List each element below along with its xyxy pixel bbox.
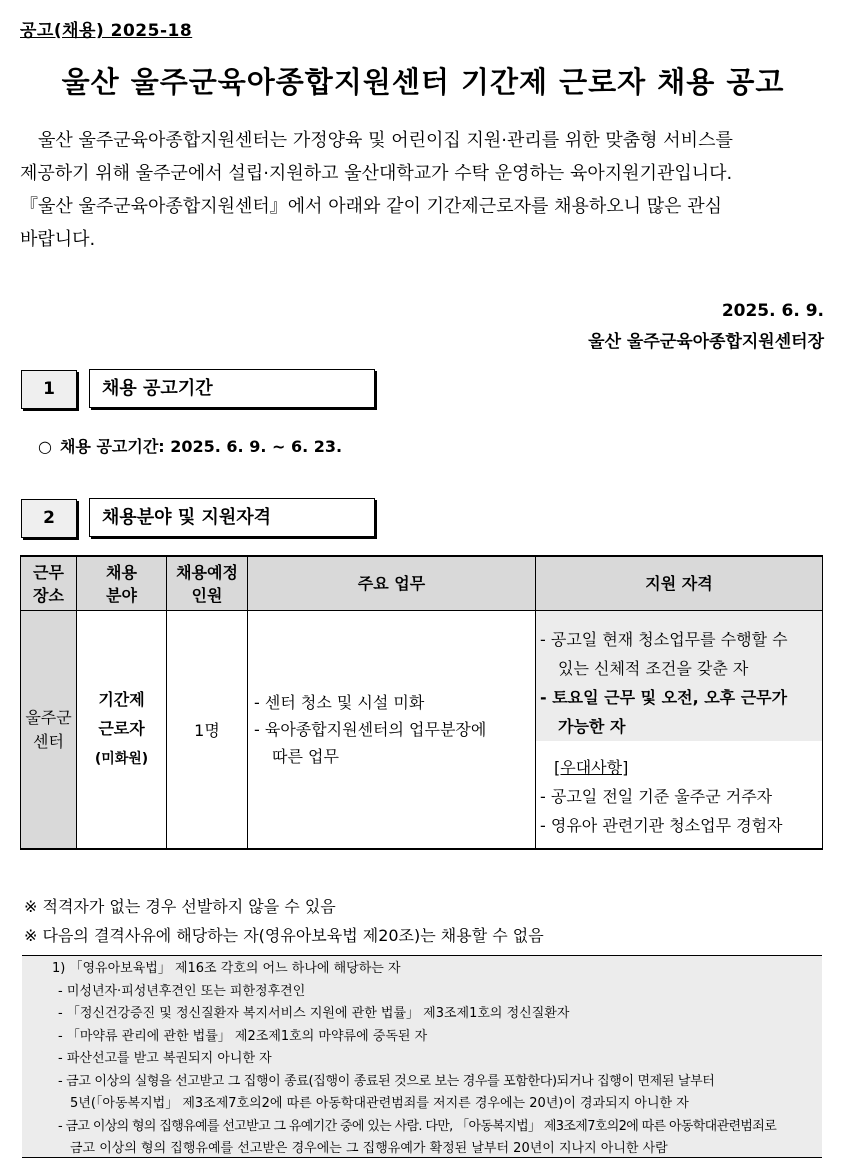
disqualification-box xyxy=(22,955,822,1158)
signature-block xyxy=(588,296,824,358)
header-field: 채용 분야 xyxy=(77,556,167,611)
circle-bullet-icon: ○ xyxy=(38,437,52,456)
section-2-number: 2 xyxy=(21,499,77,538)
notice-number: 공고(채용) 2025-18 xyxy=(20,21,193,41)
preference-list: [우대사항] - 공고일 전일 기준 울주군 거주자 - 영유아 관련기관 청소업무 경험자 xyxy=(536,741,822,848)
note-item: ※ 적격자가 없는 경우 선발하지 않을 수 있음 xyxy=(24,897,336,916)
note-item: ※ 다음의 결격사유에 해당하는 자(영유아보육법 제20조)는 채용할 수 없음 xyxy=(24,926,544,945)
intro-paragraph xyxy=(20,124,824,256)
cell-location: 울주군 센터 xyxy=(21,611,77,850)
notice-date: 2025. 6. 9. xyxy=(721,301,824,321)
header-duties: 주요 업무 xyxy=(248,556,536,611)
grounds-item: - 「마약류 관리에 관한 법률」 제2조제1호의 마약류에 중독된 자 xyxy=(58,1028,428,1044)
recruitment-period xyxy=(38,434,342,457)
recruitment-table xyxy=(20,555,823,850)
header-qualifications: 지원 자격 xyxy=(536,556,823,611)
section-2-title: 채용분야 및 지원자격 xyxy=(89,498,375,537)
section-1-title: 채용 공고기간 xyxy=(89,369,375,408)
cell-field: 기간제 근로자 (미화원) xyxy=(77,611,167,850)
preference-title: [우대사항] xyxy=(554,758,629,777)
grounds-item: - 금고 이상의 실형을 선고받고 그 집행이 종료(집행이 종료된 것으로 보는 경우를 포함한다)되거나 집행이 면제된 날부터 xyxy=(58,1073,715,1089)
grounds-heading: 1) 「영유아보육법」 제16조 각호의 어느 하나에 해당하는 자 xyxy=(52,961,401,976)
cell-count: 1명 xyxy=(167,611,248,850)
cell-duties: - 센터 청소 및 시설 미화 - 육아종합지원센터의 업무분장에 따른 업무 xyxy=(248,611,536,850)
cell-qualifications xyxy=(536,611,823,850)
grounds-item: 금고 이상의 형의 집행유예를 선고받은 경우에는 그 집행유예가 확정된 날부터 20년이 지나지 아니한 사람 xyxy=(70,1141,668,1156)
section-1-number: 1 xyxy=(21,370,77,409)
page-title: 울산 울주군육아종합지원센터 기간제 근로자 채용 공고 xyxy=(61,65,785,99)
grounds-item: - 금고 이상의 형의 집행유예를 선고받고 그 유예기간 중에 있는 사람. 다만, 「아동복지법」 제3조제7호의2에 따른 아동학대관련범죄로 xyxy=(58,1118,777,1134)
qualification-list: - 공고일 현재 청소업무를 수행할 수 있는 신체적 조건을 갖춘 자 - 토요일 근무 및 오전, 오후 근무가 가능한 자 xyxy=(536,611,822,741)
notes xyxy=(24,892,544,950)
intro-line: 바랍니다. xyxy=(20,229,96,250)
period-text: 채용 공고기간: 2025. 6. 9. ~ 6. 23. xyxy=(59,437,343,456)
grounds-item: - 미성년자·피성년후견인 또는 피한정후견인 xyxy=(58,983,306,999)
intro-line: 제공하기 위해 울주군에서 설립·지원하고 울산대학교가 수탁 운영하는 육아지원기관입니다. xyxy=(20,163,733,184)
header-count: 채용예정 인원 xyxy=(167,556,248,611)
grounds-item: - 「정신건강증진 및 정신질환자 복지서비스 지원에 관한 법률」 제3조제1호의 정신질환자 xyxy=(58,1006,570,1021)
intro-line: 『울산 울주군육아종합지원센터』에서 아래와 같이 기간제근로자를 채용하오니 많은 관심 xyxy=(20,196,723,217)
grounds-item: 5년(「아동복지법」 제3조제7호의2에 따른 아동학대관련범죄를 저지른 경우에는 20년)이 경과되지 아니한 자 xyxy=(70,1096,689,1111)
header-location: 근무 장소 xyxy=(21,556,77,611)
intro-line: 울산 울주군육아종합지원센터는 가정양육 및 어린이집 지원·관리를 위한 맞춤형 서비스를 xyxy=(38,130,733,151)
grounds-item: - 파산선고를 받고 복권되지 아니한 자 xyxy=(58,1051,272,1066)
field-sub: (미화원) xyxy=(94,751,149,767)
issuer: 울산 울주군육아종합지원센터장 xyxy=(588,332,824,352)
